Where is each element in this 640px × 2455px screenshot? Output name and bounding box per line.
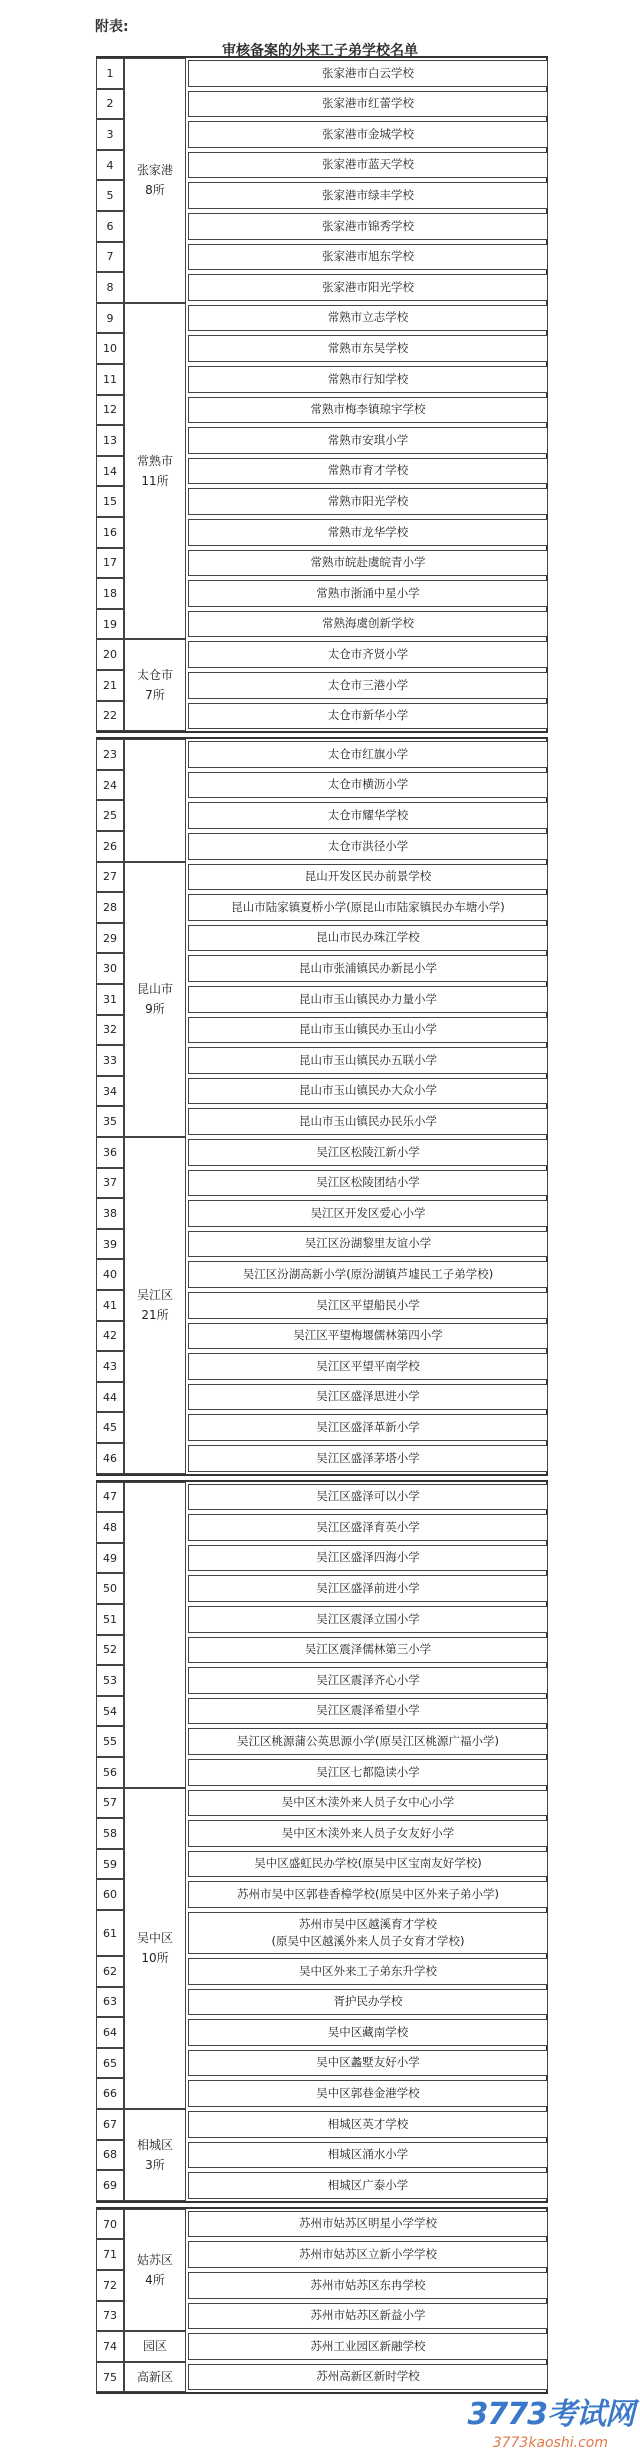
district-cell: [124, 1482, 186, 1788]
row-number: 12: [96, 395, 124, 426]
school-name: 张家港市旭东学校: [188, 244, 548, 271]
school-name: 常熟市东吴学校: [188, 335, 548, 362]
row-number: 61: [96, 1910, 124, 1956]
district-cell: [124, 2331, 186, 2362]
school-name: 苏州市姑苏区新益小学: [188, 2303, 548, 2330]
school-name: 吴江区盛泽育英小学: [188, 1514, 548, 1541]
row-number: 30: [96, 953, 124, 984]
watermark-logo: 3773考试网: [467, 2397, 634, 2432]
row-number: 9: [96, 303, 124, 334]
school-name: 张家港市阳光学校: [188, 274, 548, 301]
row-number: 14: [96, 456, 124, 487]
row-number: 68: [96, 2140, 124, 2171]
row-number: 2: [96, 89, 124, 120]
school-name: 吴江区平望平南学校: [188, 1353, 548, 1380]
school-name: 吴江区七都隐读小学: [188, 1759, 548, 1786]
row-number: 73: [96, 2301, 124, 2332]
row-number: 48: [96, 1512, 124, 1543]
district-name: 高新区: [136, 2369, 173, 2384]
row-number: 57: [96, 1788, 124, 1819]
row-number: 42: [96, 1321, 124, 1352]
row-number: 25: [96, 800, 124, 831]
school-name: 吴中区外来工子弟东升学校: [188, 1958, 548, 1985]
row-number: 45: [96, 1412, 124, 1443]
row-number: 10: [96, 333, 124, 364]
row-number: 75: [96, 2362, 124, 2393]
row-number: 53: [96, 1665, 124, 1696]
row-number: 66: [96, 2078, 124, 2109]
row-number: 52: [96, 1635, 124, 1666]
school-name: 太仓市齐贤小学: [188, 641, 548, 668]
school-name: 昆山市玉山镇民办民乐小学: [188, 1108, 548, 1135]
row-number: 55: [96, 1726, 124, 1757]
row-number: 49: [96, 1543, 124, 1574]
row-number: 40: [96, 1259, 124, 1290]
school-name: 吴江区震泽希望小学: [188, 1698, 548, 1725]
row-number: 23: [96, 739, 124, 770]
row-number: 5: [96, 180, 124, 211]
school-name: 苏州市姑苏区东冉学校: [188, 2272, 548, 2299]
row-number: 43: [96, 1351, 124, 1382]
school-name: 太仓市三港小学: [188, 672, 548, 699]
school-name: 常熟市阳光学校: [188, 488, 548, 515]
district-count: 3所: [145, 2157, 165, 2172]
school-name: 吴中区郭巷金港学校: [188, 2080, 548, 2107]
district-name: 张家港: [136, 163, 173, 177]
school-name: 昆山市张浦镇民办新昆小学: [188, 955, 548, 982]
row-number: 46: [96, 1443, 124, 1474]
school-name: 常熟市梅李镇琼宇学校: [188, 397, 548, 424]
school-name: 太仓市红旗小学: [188, 741, 548, 768]
row-number: 32: [96, 1015, 124, 1046]
row-number: 26: [96, 831, 124, 862]
school-name: 吴江区震泽立国小学: [188, 1606, 548, 1633]
school-name: 吴江区平望船民小学: [188, 1292, 548, 1319]
district-count: 21所: [141, 1308, 169, 1323]
school-name: 常熟市立志学校: [188, 305, 548, 332]
school-name: 吴江区盛泽革新小学: [188, 1414, 548, 1441]
district-cell: [124, 1788, 186, 2109]
row-number: 63: [96, 1987, 124, 2018]
row-number: 27: [96, 862, 124, 893]
school-name: 吴江区盛泽前进小学: [188, 1575, 548, 1602]
row-number: 28: [96, 892, 124, 923]
district-name: 昆山市: [136, 981, 173, 996]
district-name: 吴江区: [136, 1287, 173, 1302]
row-number: 39: [96, 1229, 124, 1260]
row-number: 51: [96, 1604, 124, 1635]
school-name: 吴江区盛泽可以小学: [188, 1484, 548, 1511]
school-name: 昆山市陆家镇夏桥小学(原昆山市陆家镇民办车塘小学): [188, 894, 548, 921]
row-number: 33: [96, 1045, 124, 1076]
row-number: 35: [96, 1106, 124, 1137]
school-name: 常熟市行知学校: [188, 366, 548, 393]
school-name: 相城区英才学校: [188, 2111, 548, 2138]
school-name: 太仓市横沥小学: [188, 772, 548, 799]
school-name: 张家港市蓝天学校: [188, 152, 548, 179]
school-name: 吴江区震泽齐心小学: [188, 1667, 548, 1694]
school-name: 太仓市洪径小学: [188, 833, 548, 860]
row-number: 34: [96, 1076, 124, 1107]
row-number: 21: [96, 670, 124, 701]
row-number: 60: [96, 1879, 124, 1910]
row-number: 37: [96, 1168, 124, 1199]
district-name: 太仓市: [136, 667, 173, 682]
row-number: 36: [96, 1137, 124, 1168]
row-number: 16: [96, 517, 124, 548]
school-name: 张家港市红蕾学校: [188, 91, 548, 118]
school-name: 吴江区松陵团结小学: [188, 1170, 548, 1197]
row-number: 67: [96, 2109, 124, 2140]
district-count: 10所: [141, 1951, 169, 1966]
school-name: 常熟市安琪小学: [188, 427, 548, 454]
district-count: 8所: [145, 183, 165, 198]
school-name: 苏州高新区新时学校: [188, 2364, 548, 2391]
row-number: 1: [96, 58, 124, 89]
school-name: 苏州市吴中区郭巷香樟学校(原吴中区外来子弟小学): [188, 1881, 548, 1908]
row-number: 56: [96, 1757, 124, 1788]
school-name: 常熟市育才学校: [188, 458, 548, 485]
school-name: 昆山市玉山镇民办五联小学: [188, 1047, 548, 1074]
school-name: 张家港市绿丰学校: [188, 182, 548, 209]
school-name: 常熟市龙华学校: [188, 519, 548, 546]
row-number: 41: [96, 1290, 124, 1321]
school-name: 常熟海虞创新学校: [188, 611, 548, 638]
school-name: 吴中区藏南学校: [188, 2019, 548, 2046]
row-number: 20: [96, 639, 124, 670]
district-count: 9所: [145, 1002, 165, 1017]
row-number: 65: [96, 2048, 124, 2079]
school-name: 胥护民办学校: [188, 1989, 548, 2016]
row-number: 70: [96, 2209, 124, 2240]
row-number: 62: [96, 1956, 124, 1987]
school-name: 吴江区盛泽四海小学: [188, 1545, 548, 1572]
school-name: 吴江区桃源蒲公英思源小学(原吴江区桃源广福小学): [188, 1728, 548, 1755]
row-number: 24: [96, 770, 124, 801]
row-number: 11: [96, 364, 124, 395]
row-number: 69: [96, 2170, 124, 2201]
row-number: 58: [96, 1818, 124, 1849]
district-cell: [124, 2209, 186, 2331]
row-number: 7: [96, 242, 124, 273]
row-number: 8: [96, 272, 124, 303]
school-name: 吴江区汾湖高新小学(原汾湖镇芦墟民工子弟学校): [188, 1261, 548, 1288]
district-cell: [124, 2109, 186, 2201]
row-number: 3: [96, 119, 124, 150]
school-name: 张家港市锦秀学校: [188, 213, 548, 240]
row-number: 31: [96, 984, 124, 1015]
watermark-url: 3773kaoshi.com: [492, 2435, 608, 2451]
district-cell: [124, 58, 186, 303]
row-number: 4: [96, 150, 124, 181]
district-count: 11所: [141, 474, 169, 489]
school-name: 张家港市白云学校: [188, 60, 548, 87]
row-number: 71: [96, 2239, 124, 2270]
district-cell: [124, 639, 186, 731]
district-name: 吴中区: [136, 1930, 173, 1945]
school-name: 昆山市玉山镇民办力量小学: [188, 986, 548, 1013]
school-name: 昆山市民办珠江学校: [188, 925, 548, 952]
school-name: 昆山开发区民办前景学校: [188, 864, 548, 891]
school-name: 太仓市新华小学: [188, 703, 548, 730]
district-cell: [124, 862, 186, 1137]
school-name: 张家港市金城学校: [188, 121, 548, 148]
row-number: 17: [96, 548, 124, 579]
school-name: 昆山市玉山镇民办玉山小学: [188, 1017, 548, 1044]
district-name: 园区: [142, 2339, 167, 2354]
school-name: 苏州市姑苏区明星小学学校: [188, 2211, 548, 2238]
district-name: 相城区: [136, 2137, 173, 2152]
school-name: 吴江区开发区爱心小学: [188, 1200, 548, 1227]
row-number: 6: [96, 211, 124, 242]
district-cell: [124, 739, 186, 861]
appendix-label: 附表:: [95, 19, 129, 35]
district-count: 7所: [145, 688, 165, 703]
district-cell: [124, 303, 186, 640]
district-name: 常熟市: [136, 453, 173, 468]
school-name: 吴中区盛虹民办学校(原吴中区宝南友好学校): [188, 1851, 548, 1878]
district-cell: [124, 2362, 186, 2393]
row-number: 29: [96, 923, 124, 954]
school-name: 吴江区汾湖黎里友谊小学: [188, 1231, 548, 1258]
school-name: 常熟市皖赴虞皖青小学: [188, 550, 548, 577]
row-number: 74: [96, 2331, 124, 2362]
school-name: 昆山市玉山镇民办大众小学: [188, 1078, 548, 1105]
row-number: 47: [96, 1482, 124, 1513]
row-number: 59: [96, 1849, 124, 1880]
school-name: 苏州工业园区新融学校: [188, 2333, 548, 2360]
school-name: 相城区广泰小学: [188, 2172, 548, 2199]
row-number: 44: [96, 1382, 124, 1413]
school-name: 吴江区盛泽思进小学: [188, 1384, 548, 1411]
district-cell: [124, 1137, 186, 1474]
row-number: 19: [96, 609, 124, 640]
school-name: 相城区涌水小学: [188, 2142, 548, 2169]
row-number: 18: [96, 578, 124, 609]
school-name: 苏州市姑苏区立新小学学校: [188, 2241, 548, 2268]
row-number: 22: [96, 701, 124, 732]
district-name: 姑苏区: [136, 2252, 173, 2267]
school-name: 常熟市浙涌中星小学: [188, 580, 548, 607]
page-title: 审核备案的外来工子弟学校名单: [222, 43, 418, 59]
school-name: 苏州市吴中区越溪育才学校 (原吴中区越溪外来人员子女育才学校): [188, 1912, 548, 1954]
row-number: 13: [96, 425, 124, 456]
school-name: 吴江区震泽儒林第三小学: [188, 1637, 548, 1664]
school-name: 吴中区木渎外来人员子女中心小学: [188, 1790, 548, 1817]
row-number: 38: [96, 1198, 124, 1229]
school-name: 吴中区木渎外来人员子女友好小学: [188, 1820, 548, 1847]
school-name: 吴江区盛泽茅塔小学: [188, 1445, 548, 1472]
row-number: 72: [96, 2270, 124, 2301]
school-name: 吴江区松陵江新小学: [188, 1139, 548, 1166]
row-number: 15: [96, 486, 124, 517]
school-name: 太仓市耀华学校: [188, 802, 548, 829]
row-number: 50: [96, 1573, 124, 1604]
school-name: 吴江区平望梅堰儒林第四小学: [188, 1323, 548, 1350]
row-number: 54: [96, 1696, 124, 1727]
school-name: 吴中区蠡墅友好小学: [188, 2050, 548, 2077]
row-number: 64: [96, 2017, 124, 2048]
district-count: 4所: [145, 2272, 165, 2287]
